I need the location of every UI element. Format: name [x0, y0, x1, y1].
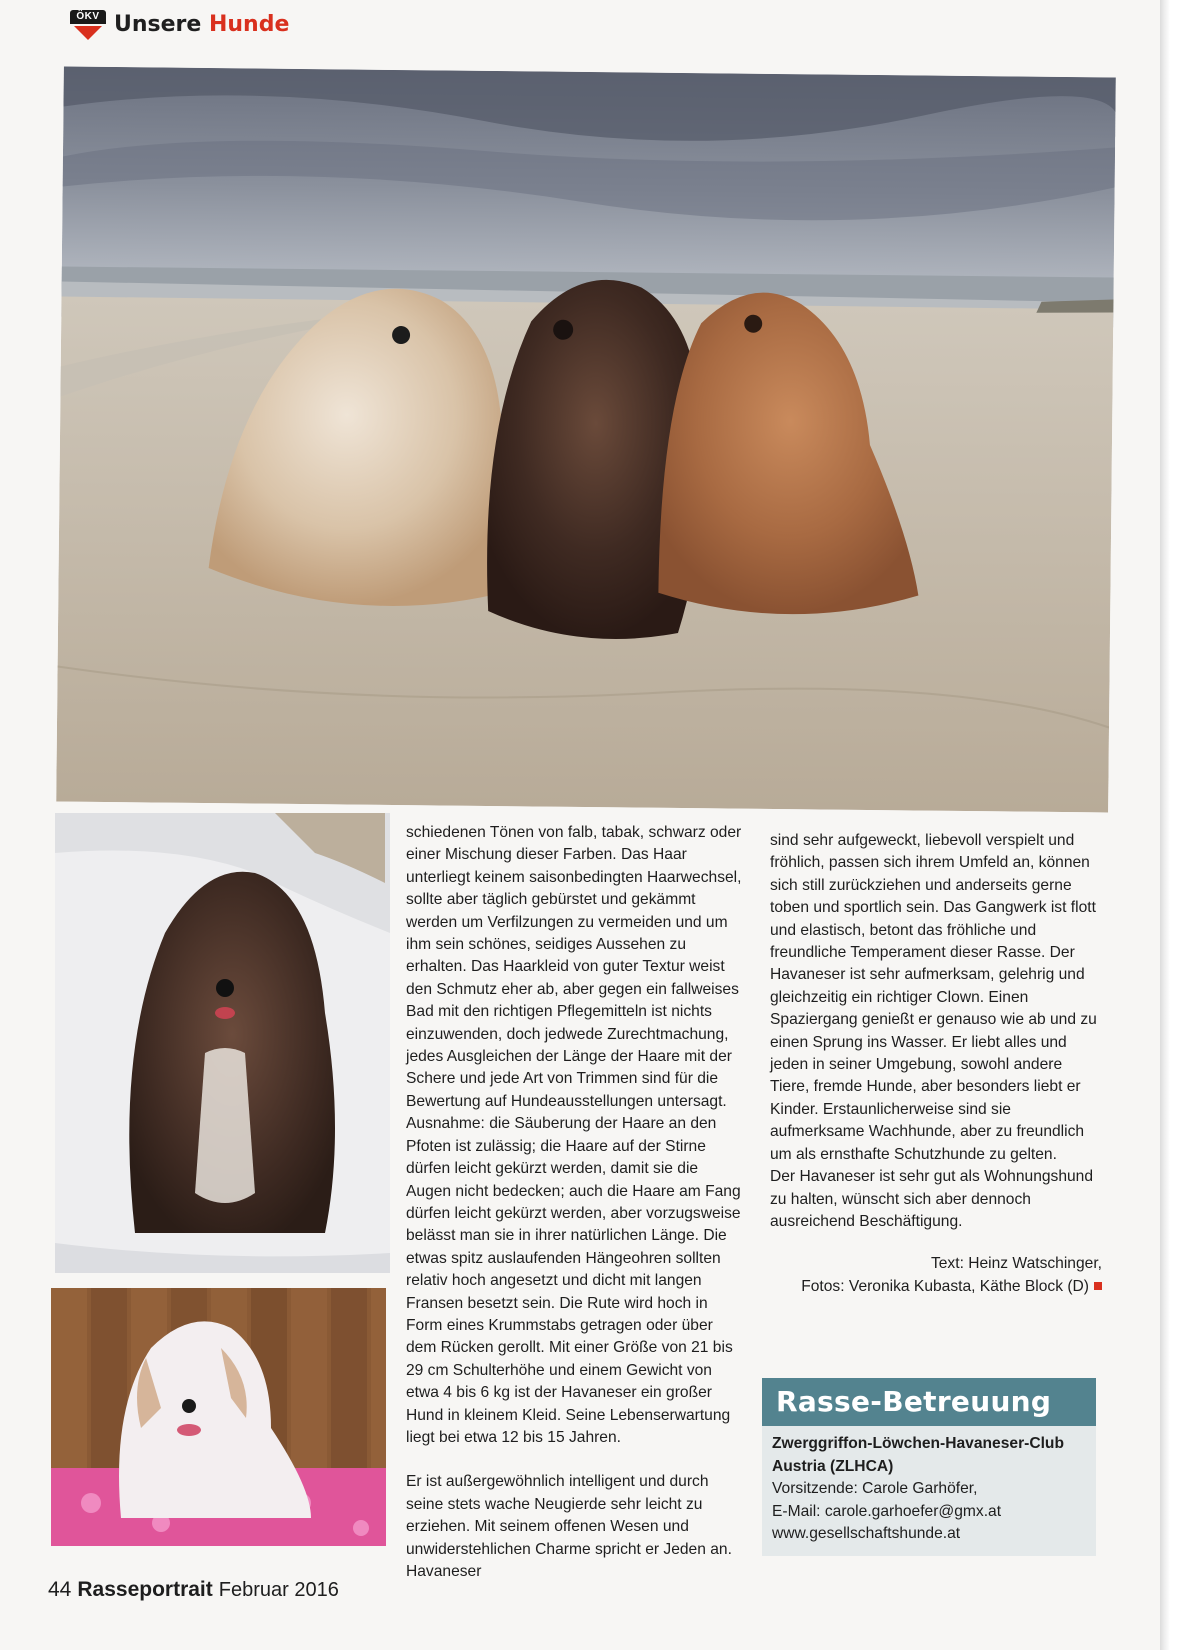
- credit-text: Text: Heinz Watschinger,: [930, 1255, 1102, 1272]
- end-square-icon: [1094, 1282, 1102, 1290]
- section-title-part-2: Hunde: [208, 12, 290, 37]
- article-column-1: [406, 822, 744, 1583]
- white-havanese-on-pink-cloth-photo: [51, 1288, 386, 1546]
- brown-havanese-in-snow-photo: [55, 813, 390, 1273]
- footer-title: Rasseportrait: [77, 1578, 213, 1601]
- credit-photos-line: [770, 1275, 1102, 1298]
- three-havanese-on-beach-photo: [56, 67, 1116, 813]
- article-paragraph: schiedenen Tönen von falb, tabak, schwarz oder einer Mischung dieser Farben. Das Haar unterliegt keinem saisonbedingten Haarwechsel, sollte aber täglich gebürstet und gekämmt werden um Verfilzungen zu vermeiden und um ihm sein schönes, seidiges Aussehen zu erhalten. Das Haarkleid von guter Textur weist den Schmutz eher ab, aber gegen ein fallweises Bad mit den richtigen Pflegemitteln ist nichts einzuwenden, doch jedwede Zurechtmachung, jedes Ausgleichen der Länge der Haare mit der Schere und jede Art von Trimmen sind für die Bewertung auf Hundeausstellungen untersagt. Ausnahme: die Säuberung der Haare an den Pfoten ist zulässig; die Haare auf der Stirne dürfen leicht gekürzt werden, damit sie die Augen nicht bedecken; auch die Haare am Fang dürfen leicht gekürzt werden, aber vorzugsweise belässt man sie in ihrer natürlichen Länge. Die etwas spitz auslaufenden Hängeohren sollten relativ hoch angesetzt und dicht mit langen Fransen besetzt sein. Die Rute wird hoch in Form eines Krummstabs getragen oder über dem Rücken gerollt. Mit einer Größe von 21 bis 29 cm Schulterhöhe und einem Gewicht von etwa 4 bis 6 kg ist der Havaneser ein großer Hund in kleinem Kleid. Seine Lebenserwartung liegt bei etwa 12 bis 15 Jahren.: [406, 824, 742, 1446]
- page-number: 44: [48, 1578, 72, 1601]
- club-email[interactable]: E-Mail: carole.garhoefer@gmx.at: [772, 1502, 1002, 1520]
- box-title: Rasse-Betreuung: [762, 1378, 1096, 1426]
- credit-photos: Fotos: Veronika Kubasta, Käthe Block (D): [801, 1278, 1089, 1295]
- section-title-part-1: Unsere: [114, 12, 202, 37]
- article-paragraph: Der Havaneser ist sehr gut als Wohnungshund zu halten, wünscht sich aber dennoch ausreichend Beschäftigung.: [770, 1168, 1094, 1230]
- article-paragraph: Er ist außergewöhnlich intelligent und durch seine stets wache Neugierde sehr leicht zu erziehen. Mit seinem offenen Wesen und unwiderstehlichen Charme spricht er Jeden an. Havaneser: [406, 1473, 732, 1580]
- section-title: [114, 12, 289, 37]
- logo-text: ÖKV: [70, 10, 106, 24]
- article-column-2: [770, 830, 1102, 1233]
- club-website[interactable]: www.gesellschaftshunde.at: [772, 1525, 961, 1542]
- club-name: Zwerggriffon-Löwchen-Havaneser-Club Austria (ZLHCA): [772, 1435, 1064, 1475]
- article-credits: [770, 1252, 1102, 1298]
- page-edge: [1160, 0, 1200, 1650]
- breed-care-box: [762, 1378, 1096, 1556]
- okv-logo: [70, 10, 106, 44]
- page-footer: [48, 1578, 339, 1602]
- footer-date: Februar 2016: [218, 1579, 339, 1601]
- article-paragraph: sind sehr aufgeweckt, liebevoll verspielt und fröhlich, passen sich ihrem Umfeld an, können sich still zurückziehen und anderseits gerne toben und sportlich sein. Das Gangwerk ist flott und elastisch, betont das fröhliche und freundliche Temperament dieser Rasse. Der Havaneser ist sehr aufmerksam, gelehrig und gleichzeitig ein richtiger Clown. Einen Spaziergang genießt er genauso wie ab und zu einen Sprung ins Wasser. Er liebt alles und jeden in seiner Umgebung, sowohl andere Tiere, fremde Hunde, aber besonders liebt er Kinder. Erstaunlicherweise sind sie aufmerksame Wachhunde, aber zu freundlich um als ernsthafte Schutzhunde zu gelten.: [770, 832, 1097, 1163]
- logo-triangle-icon: [74, 26, 102, 40]
- club-chair: Vorsitzende: Carole Garhöfer,: [772, 1480, 978, 1497]
- box-body: [762, 1426, 1096, 1546]
